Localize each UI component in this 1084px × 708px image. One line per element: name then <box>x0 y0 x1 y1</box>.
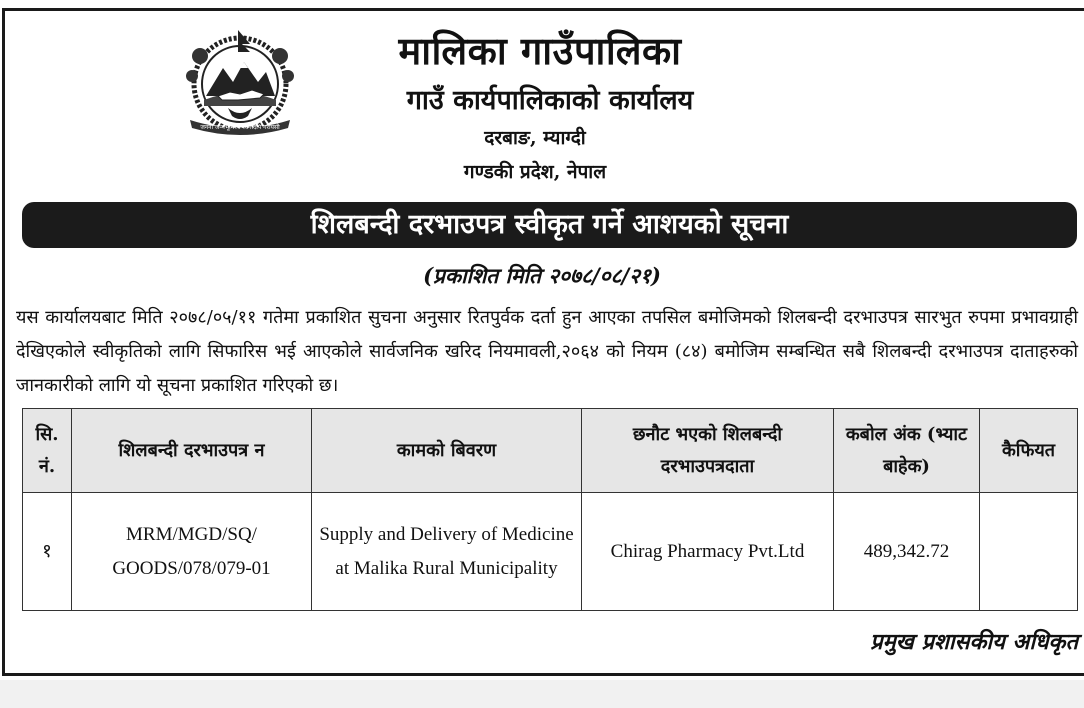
cell-work: Supply and Delivery of Medicine at Malika Rural Municipality <box>312 493 582 611</box>
nepal-emblem-icon <box>178 26 302 136</box>
header-bidder: छनौट भएको शिलबन्दी दरभाउपत्रदाता <box>582 409 834 493</box>
header-amount: कबोल अंक (भ्याट बाहेक) <box>834 409 980 493</box>
header-bid-no: शिलबन्दी दरभाउपत्र न <box>72 409 312 493</box>
notice-title-banner <box>22 202 1077 248</box>
office-name: गाउँ कार्यपालिकाको कार्यालय <box>406 85 694 116</box>
cell-sn: १ <box>23 493 72 611</box>
address: दरबाङ, म्याग्दी <box>484 127 586 149</box>
signature: प्रमुख प्रशासकीय अधिकृत <box>870 629 1078 655</box>
emblem-motto: जननी जन्मभूमिश्च स्वर्गादपि गरीयसी <box>200 124 280 131</box>
header-work: कामको बिवरण <box>312 409 582 493</box>
header-sn: सि. नं. <box>23 409 72 493</box>
cell-remarks <box>980 493 1078 611</box>
cell-bidder: Chirag Pharmacy Pvt.Ltd <box>582 493 834 611</box>
table-row <box>23 493 1078 611</box>
header-remarks: कैफियत <box>980 409 1078 493</box>
province: गण्डकी प्रदेश, नेपाल <box>463 161 607 183</box>
org-name: मालिका गाउँपालिका <box>398 28 682 73</box>
cell-amount: 489,342.72 <box>834 493 980 611</box>
published-date: (प्रकाशित मिति २०७८/०८/२१) <box>423 263 661 288</box>
notice-body: यस कार्यालयबाट मिति २०७८/०५/११ गतेमा प्रकाशित सुचना अनुसार रितपुर्वक दर्ता हुन आएका तपसिल बमोजिमको शिलबन्दी दरभाउपत्र सारभुत रुपमा प्रभावग्राही देखिएकोले स्वीकृतिको लागि सिफारिस भई आएकोले सार्वजनिक खरिद नियमावली,२०६४ को नियम (८४) बमोजिम सम्बन्धित सबै शिलबन्दी दरभाउपत्र दाताहरुको जानकारीको लागि यो सूचना प्रकाशित गरिएको छ। <box>16 307 1078 396</box>
table-header-row <box>23 409 1078 493</box>
bid-table <box>22 408 1078 611</box>
footer-strip <box>0 680 1084 708</box>
cell-bid-no: MRM/MGD/SQ/ GOODS/078/079-01 <box>72 493 312 611</box>
notice-title: शिलबन्दी दरभाउपत्र स्वीकृत गर्ने आशयको सूचना <box>310 209 789 240</box>
